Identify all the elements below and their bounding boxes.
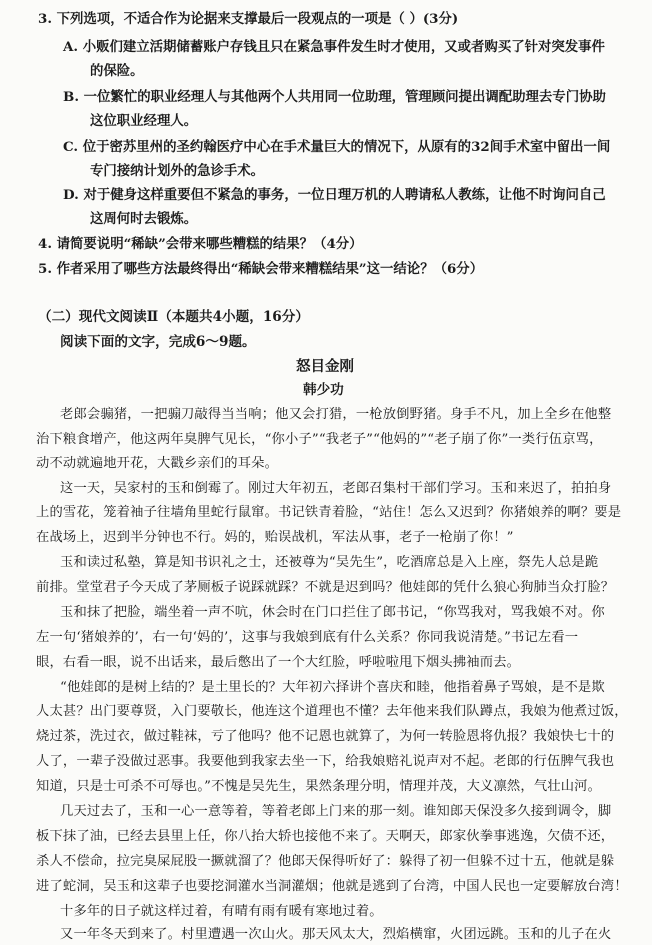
- passage-line: 烧过茶，洗过衣，做过鞋袜，亏了他吗？他不记恩也就算了，为何一转脸恩将仇报？我娘快七十的: [36, 729, 615, 744]
- passage-line: 十多年的日子就这样过着，有晴有雨有暖有寒地过着。: [60, 904, 383, 919]
- passage-line: 板下抹了油，已经去县里上任，你八抬大轿也接他不来了。天啊天，郎家伙拳事逃逸，欠债不还，: [36, 829, 615, 844]
- passage-title: 怒目金刚: [296, 358, 354, 375]
- option-a-line-1: A. 小贩们建立活期储蓄账户存钱且只在紧急事件发生时才使用，又或者购买了针对突发事件: [63, 39, 605, 55]
- passage-line: 老郎会骟猪，一把骟刀敲得当当响；他又会打猎，一枪放倒野猪。身手不凡，加上全乡在他整: [60, 407, 612, 422]
- passage-line: “他娃郎的是树上结的？是土里长的？大年初六择讲个喜庆和睦，他指着鼻子骂娘，是不是欺: [60, 680, 605, 695]
- option-a-line-2: 的保险。: [90, 63, 144, 79]
- question-4: 4. 请简要说明“稀缺”会带来哪些糟糕的结果？（4分）: [38, 236, 363, 252]
- section-instruction: 阅读下面的文字，完成6～9题。: [60, 334, 256, 350]
- passage-line: 杀人不偿命，拉完臭屎屁股一撅就溜了？他郎天保得听好了：躲得了初一但躲不过十五，他就是躲: [36, 854, 615, 869]
- passage-line: 玉和抹了把脸，端坐着一声不吭，休会时在门口拦住了郎书记，“你骂我对，骂我娘不对。你: [60, 605, 605, 620]
- option-c-line-1: C. 位于密苏里州的圣约翰医疗中心在手术量巨大的情况下，从原有的32间手术室中留出一间: [63, 139, 611, 155]
- option-b-line-1: B. 一位繁忙的职业经理人与其他两个人共用同一位助理，管理顾问提出调配助理去专门协助: [63, 89, 606, 105]
- passage-line: 前排。堂堂君子今天成了茅厕板子说踩就踩？不就是迟到吗？他娃郎的凭什么狼心狗肺当众打脸？: [36, 580, 615, 595]
- passage-line: 上的雪花，笼着袖子往墙角里蛇行鼠窜。书记铁青着脸，“站住！怎么又迟到？你猪娘养的啊？要是: [36, 505, 622, 520]
- passage-line: 知道，只是士可杀不可辱也。”不愧是吴先生，果然条理分明，情理并茂，大义凛然，气壮山河。: [36, 779, 602, 794]
- passage-line: 进了蛇洞，吴玉和这辈子也要挖洞灌水当洞灌烟；他就是逃到了台湾，中国人民也一定要解放台湾！: [36, 879, 628, 894]
- option-b-line-2: 这位职业经理人。: [90, 113, 198, 129]
- passage-line: 这一天，吴家村的玉和倒霉了。刚过大年初五，老郎召集村干部们学习。玉和来迟了，拍拍身: [60, 481, 612, 496]
- passage-line: 玉和读过私塾，算是知书识礼之士，还被尊为“吴先生”，吃酒席总是入上座，祭先人总是跪: [60, 555, 599, 570]
- question-5: 5. 作者采用了哪些方法最终得出“稀缺会带来糟糕结果”这一结论？（6分）: [38, 261, 484, 277]
- passage-line: 眼，右看一眼，说不出话来，最后憋出了一个大红脸，呼啦啦甩下烟头拂袖而去。: [36, 655, 521, 670]
- passage-line: 在战场上，迟到半分钟也不行。妈的，贻误战机，军法从事，老子一枪崩了你！”: [36, 530, 514, 545]
- passage-line: 治下粮食增产，他这两年臭脾气见长，“你小子”“我老子”“他妈的”“老子崩了你”一类行伍京骂，: [36, 432, 603, 447]
- passage-line: 左一句‘猪娘养的’，右一句‘妈的’，这事与我娘到底有什么关系？你同我说清楚。”书记左看一: [36, 630, 579, 645]
- section-heading: （二）现代文阅读Ⅱ（本题共4小题，16分）: [38, 309, 309, 325]
- option-c-line-2: 专门接纳计划外的急诊手术。: [90, 163, 265, 179]
- passage-line: 又一年冬天到来了。村里遭遇一次山火。那天风太大，烈焰横窜，火团远跳。玉和的儿子在火: [60, 927, 612, 942]
- passage-line: 动不动就遍地开花，大戳乡亲们的耳朵。: [36, 456, 279, 471]
- option-d-line-2: 这周何时去锻炼。: [90, 211, 198, 227]
- passage-line: 人太甚？出门要尊贤，入门要敬长，他连这个道理也不懂？去年他来我们队蹲点，我娘为他煮过饭，: [36, 704, 628, 719]
- question-3-stem: 3. 下列选项，不适合作为论据来支撑最后一段观点的一项是（ ）(3分): [38, 11, 459, 27]
- passage-author: 韩少功: [303, 382, 344, 398]
- passage-line: 几天过去了，玉和一心一意等着，等着老郎上门来的那一刻。谁知郎天保没多久接到调令，脚: [60, 804, 612, 819]
- option-d-line-1: D. 对于健身这样重要但不紧急的事务，一位日理万机的人聘请私人教练，让他不时询问自己: [63, 187, 606, 203]
- passage-line: 人了，一辈子没做过恶事。我要他到我家去坐一下，给我娘赔礼说声对不起。老郎的行伍脾气我也: [36, 754, 615, 769]
